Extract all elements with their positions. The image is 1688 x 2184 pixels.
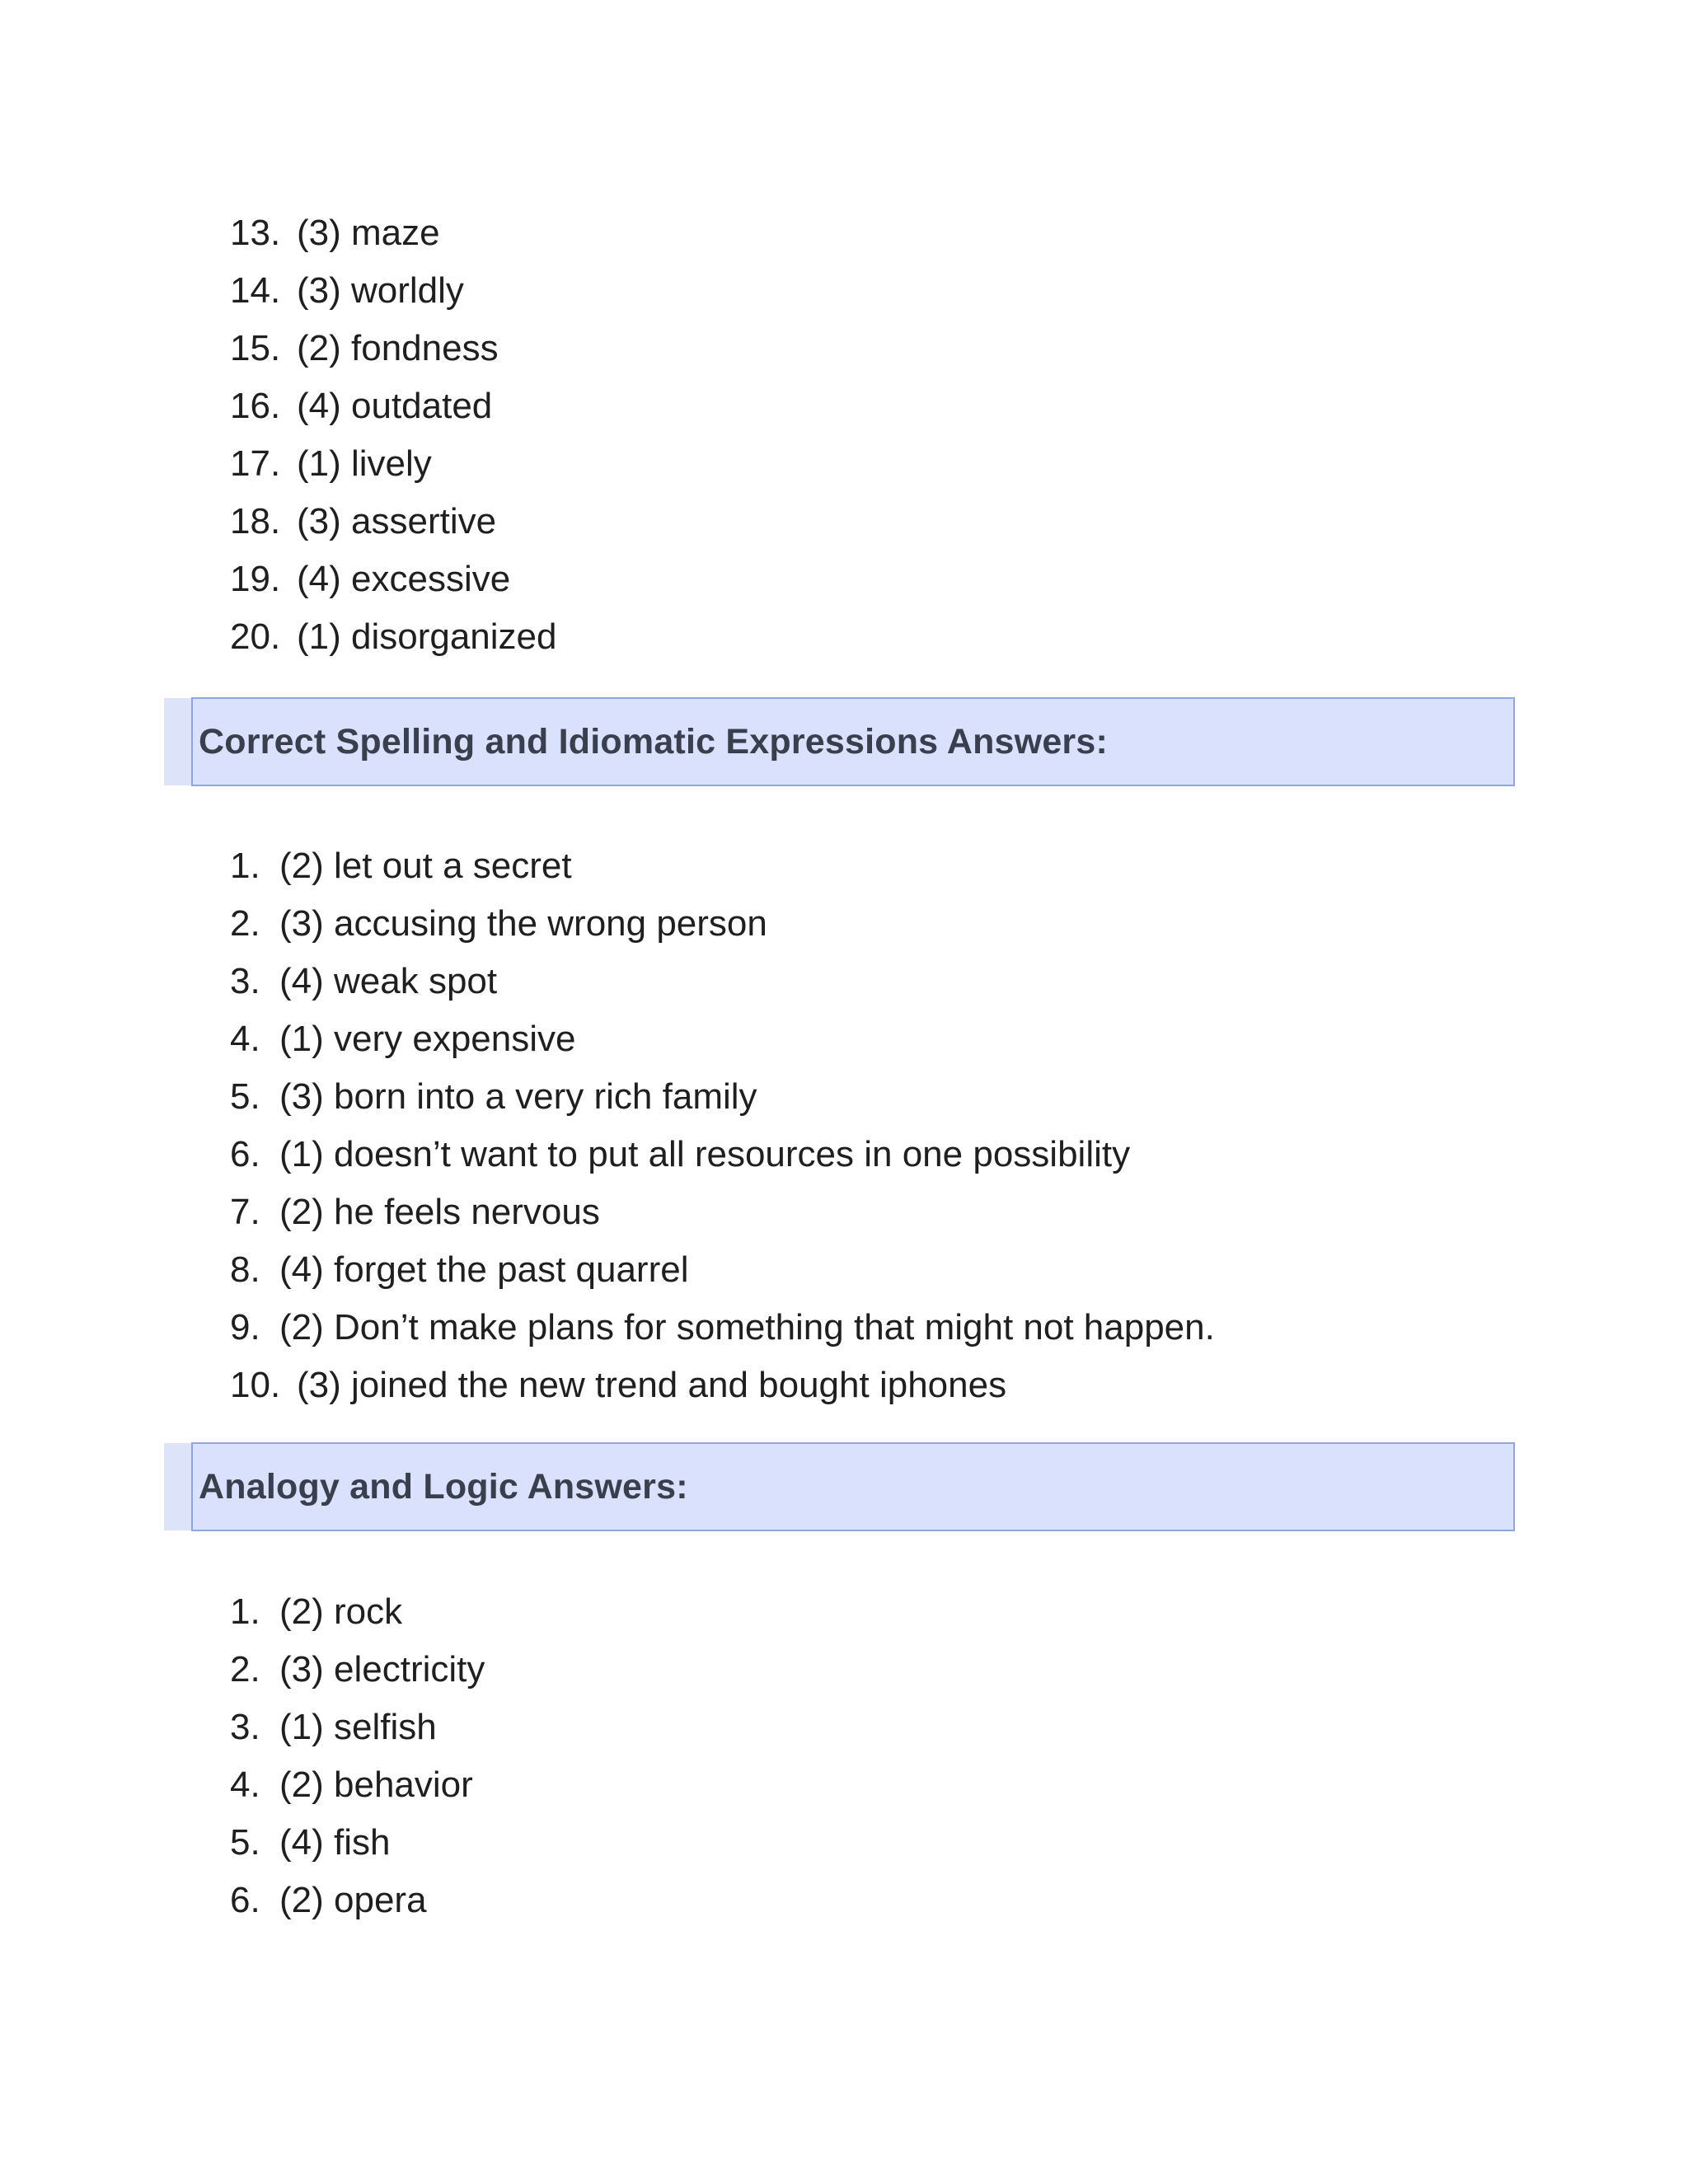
list-item — [230, 1872, 485, 1929]
section-header-tab — [164, 698, 191, 785]
item-answer: (2) rock — [279, 1591, 403, 1632]
list-item — [230, 1299, 1215, 1357]
section-header-analogy-logic — [164, 1442, 1514, 1531]
answer-list-vocabulary-continued — [230, 204, 557, 666]
list-item — [230, 262, 557, 320]
item-answer: (4) fish — [279, 1822, 391, 1863]
item-answer: (2) let out a secret — [279, 846, 572, 886]
answer-list-analogy-logic — [230, 1583, 485, 1929]
list-item — [230, 435, 557, 493]
item-number: 16. — [230, 386, 281, 426]
list-item — [230, 953, 1215, 1010]
answer-list-spelling-idioms — [230, 837, 1215, 1414]
item-number: 17. — [230, 443, 281, 484]
item-number: 9. — [230, 1307, 260, 1347]
list-item — [230, 1241, 1215, 1299]
item-answer: (3) assertive — [297, 501, 497, 541]
item-answer: (1) lively — [297, 443, 432, 484]
item-answer: (1) very expensive — [279, 1019, 576, 1059]
list-item — [230, 1699, 485, 1756]
item-answer: (4) excessive — [297, 559, 511, 599]
list-item — [230, 895, 1215, 953]
item-answer: (1) selfish — [279, 1707, 437, 1747]
item-answer: (3) joined the new trend and bought iphones — [297, 1365, 1007, 1405]
item-answer: (2) he feels nervous — [279, 1192, 600, 1232]
list-item — [230, 1068, 1215, 1126]
list-item — [230, 1010, 1215, 1068]
item-number: 7. — [230, 1192, 260, 1232]
section-heading: Analogy and Logic Answers: — [199, 1466, 688, 1507]
section-heading: Correct Spelling and Idiomatic Expressions Answers: — [199, 721, 1109, 762]
item-number: 2. — [230, 903, 260, 944]
item-answer: (4) weak spot — [279, 961, 498, 1001]
item-answer: (2) behavior — [279, 1765, 473, 1805]
list-item — [230, 1583, 485, 1641]
list-item — [230, 204, 557, 262]
item-answer: (1) disorganized — [297, 616, 557, 657]
item-number: 5. — [230, 1822, 260, 1863]
item-answer: (4) forget the past quarrel — [279, 1249, 689, 1290]
list-item — [230, 1814, 485, 1872]
section-header-box — [191, 697, 1515, 786]
item-answer: (4) outdated — [297, 386, 493, 426]
list-item — [230, 608, 557, 666]
list-item — [230, 1756, 485, 1814]
item-number: 1. — [230, 846, 260, 886]
item-number: 6. — [230, 1134, 260, 1174]
item-number: 4. — [230, 1019, 260, 1059]
item-number: 4. — [230, 1765, 260, 1805]
item-answer: (3) maze — [297, 213, 440, 253]
item-number: 10. — [230, 1365, 281, 1405]
item-number: 3. — [230, 961, 260, 1001]
section-header-box — [191, 1442, 1515, 1531]
item-number: 2. — [230, 1649, 260, 1690]
item-answer: (2) Don’t make plans for something that might not happen. — [279, 1307, 1215, 1347]
item-number: 1. — [230, 1591, 260, 1632]
item-answer: (3) worldly — [297, 270, 464, 311]
item-answer: (3) born into a very rich family — [279, 1076, 757, 1117]
item-number: 14. — [230, 270, 281, 311]
list-item — [230, 1641, 485, 1699]
item-number: 18. — [230, 501, 281, 541]
item-answer: (1) doesn’t want to put all resources in one possibility — [279, 1134, 1131, 1174]
item-number: 15. — [230, 328, 281, 368]
item-answer: (3) accusing the wrong person — [279, 903, 767, 944]
item-number: 5. — [230, 1076, 260, 1117]
section-header-spelling-idioms — [164, 697, 1514, 786]
list-item — [230, 377, 557, 435]
item-number: 19. — [230, 559, 281, 599]
list-item — [230, 1126, 1215, 1183]
list-item — [230, 493, 557, 551]
list-item — [230, 1183, 1215, 1241]
list-item — [230, 837, 1215, 895]
item-answer: (2) fondness — [297, 328, 499, 368]
item-answer: (3) electricity — [279, 1649, 485, 1690]
list-item — [230, 1357, 1215, 1414]
item-answer: (2) opera — [279, 1880, 427, 1920]
item-number: 6. — [230, 1880, 260, 1920]
section-header-tab — [164, 1443, 191, 1530]
item-number: 3. — [230, 1707, 260, 1747]
list-item — [230, 320, 557, 377]
item-number: 20. — [230, 616, 281, 657]
item-number: 8. — [230, 1249, 260, 1290]
item-number: 13. — [230, 213, 281, 253]
list-item — [230, 551, 557, 608]
